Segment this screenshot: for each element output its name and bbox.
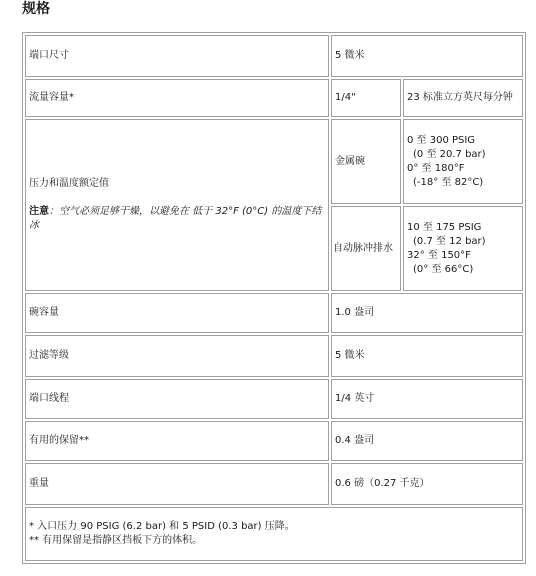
bowl-capacity-value: 1.0 盎司 [331,293,523,333]
metal-bowl-fahrenheit: 0° 至 180°F [407,162,465,174]
flow-port-size: 1/4" [331,79,401,117]
weight-label: 重量 [25,463,329,505]
auto-drain-values [403,206,523,291]
port-size-value: 5 微米 [331,35,523,77]
auto-drain-psig: 10 至 175 PSIG [407,221,482,233]
table-row [25,119,523,204]
pressure-label-cell [25,119,329,291]
filtration-label: 过滤等级 [25,335,329,377]
filtration-value: 5 微米 [331,335,523,377]
note-label: 注意 [29,206,49,217]
pressure-note [29,205,325,233]
flow-value: 23 标准立方英尺每分钟 [403,79,523,117]
pressure-label: 压力和温度额定值 [29,178,109,189]
metal-bowl-celsius: (-18° 至 82°C) [413,176,484,188]
auto-drain-fahrenheit: 32° 至 150°F [407,249,471,261]
port-size-label: 端口尺寸 [25,35,329,77]
table-row [25,507,523,561]
port-thread-label: 端口线程 [25,379,329,419]
page-title: 规格 [22,1,50,17]
table-row [25,379,523,419]
metal-bowl-label: 金属碗 [331,119,401,204]
table-row [25,79,523,117]
metal-bowl-psig: 0 至 300 PSIG [407,134,476,146]
spec-table [22,32,526,564]
footnote-inlet-pressure: * 入口压力 90 PSIG (6.2 bar) 和 5 PSID (0.3 bar) 压降。 [29,521,295,532]
footnotes [25,507,523,561]
sump-label: 有用的保留** [25,421,329,461]
table-row [25,35,523,77]
note-text: ：空气必须足够干燥，以避免在 低于 32°F (0°C) 的温度下结冰 [29,206,322,231]
table-row [25,293,523,333]
metal-bowl-values [403,119,523,204]
flow-label: 流量容量* [25,79,329,117]
metal-bowl-bar: (0 至 20.7 bar) [413,148,486,160]
table-row [25,463,523,505]
auto-drain-bar: (0.7 至 12 bar) [413,235,486,247]
sump-value: 0.4 盎司 [331,421,523,461]
weight-value: 0.6 磅（0.27 千克） [331,463,523,505]
table-row [25,421,523,461]
port-thread-value: 1/4 英寸 [331,379,523,419]
bowl-capacity-label: 碗容量 [25,293,329,333]
auto-drain-label: 自动脉冲排水 [331,206,401,291]
table-row [25,335,523,377]
footnote-useful-retention: ** 有用保留是指静区挡板下方的体积。 [29,535,203,546]
auto-drain-celsius: (0° 至 66°C) [413,263,474,275]
